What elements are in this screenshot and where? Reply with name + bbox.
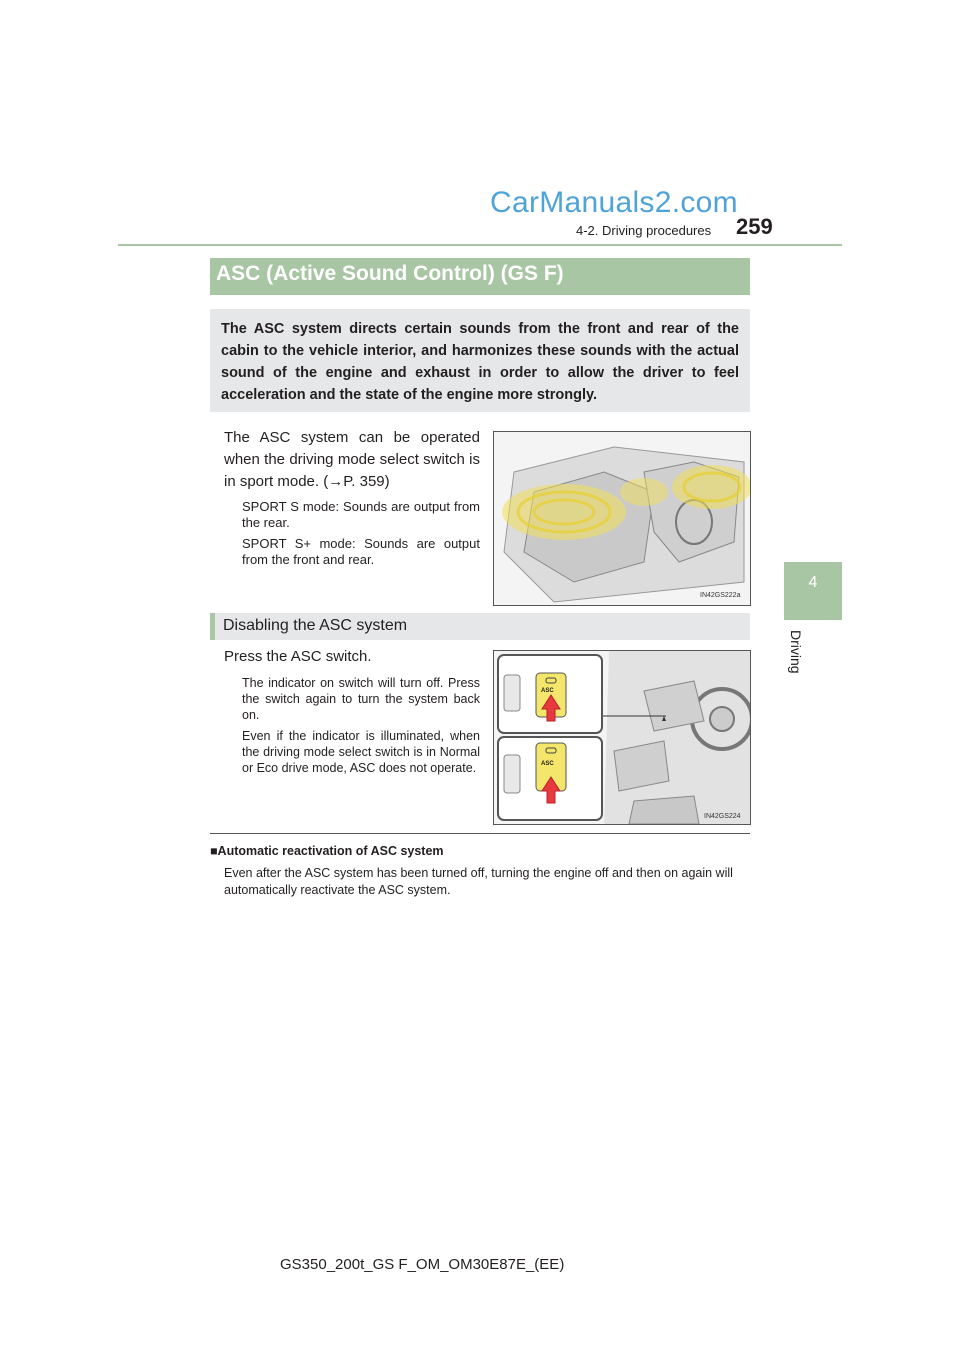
- indicator-note: The indicator on switch will turn off. Press the switch again to turn the system back on.: [242, 676, 480, 722]
- note-heading: ■Automatic reactivation of ASC system: [210, 844, 444, 858]
- operation-text: The ASC system can be operated when the driving mode select switch is in sport mode. (→P. 359): [224, 429, 480, 490]
- watermark-logo: CarManuals2.com: [490, 186, 738, 219]
- switch-illustration: [494, 651, 750, 824]
- note-rule: [210, 833, 750, 834]
- chapter-number: 4: [808, 574, 818, 591]
- section-title: 4-2. Driving procedures: [576, 223, 712, 238]
- subsection-accent: [210, 613, 215, 640]
- header-rule: [118, 244, 842, 246]
- press-text: Press the ASC switch.: [224, 648, 372, 665]
- subsection-title: Disabling the ASC system: [223, 617, 408, 634]
- footer-code: GS350_200t_GS F_OM_OM30E87E_(EE): [280, 1256, 565, 1273]
- asc-switch-label-bottom: ASC: [541, 761, 554, 767]
- cabin-illustration: [494, 432, 750, 605]
- mode-note: Even if the indicator is illuminated, when the driving mode select switch is in Normal or Eco drive mode, ASC does not operate.: [242, 729, 480, 775]
- asc-switch-figure: [493, 650, 751, 825]
- page-title: ASC (Active Sound Control) (GS F): [216, 262, 564, 285]
- intro-text: The ASC system directs certain sounds from the front and rear of the cabin to the vehicle interior, and harmonizes these sounds with the actual sound of the engine and exhaust in order to allow the driver to feel acceleration and the state of the engine more strongly.: [221, 321, 739, 403]
- asc-switch-label-top: ASC: [541, 688, 554, 694]
- note-body: Even after the ASC system has been turned off, turning the engine off and then on again will automatically reactivate the ASC system.: [224, 866, 733, 897]
- page-number: 259: [736, 214, 773, 239]
- chapter-label: Driving: [788, 630, 804, 674]
- sport-s-text: SPORT S mode: Sounds are output from the rear.: [242, 499, 480, 530]
- figure-code: IN42GS222a: [700, 592, 741, 599]
- sport-splus-text: SPORT S+ mode: Sounds are output from the front and rear.: [242, 536, 480, 567]
- figure-code: IN42GS224: [704, 813, 741, 820]
- cabin-sound-figure: [493, 431, 751, 606]
